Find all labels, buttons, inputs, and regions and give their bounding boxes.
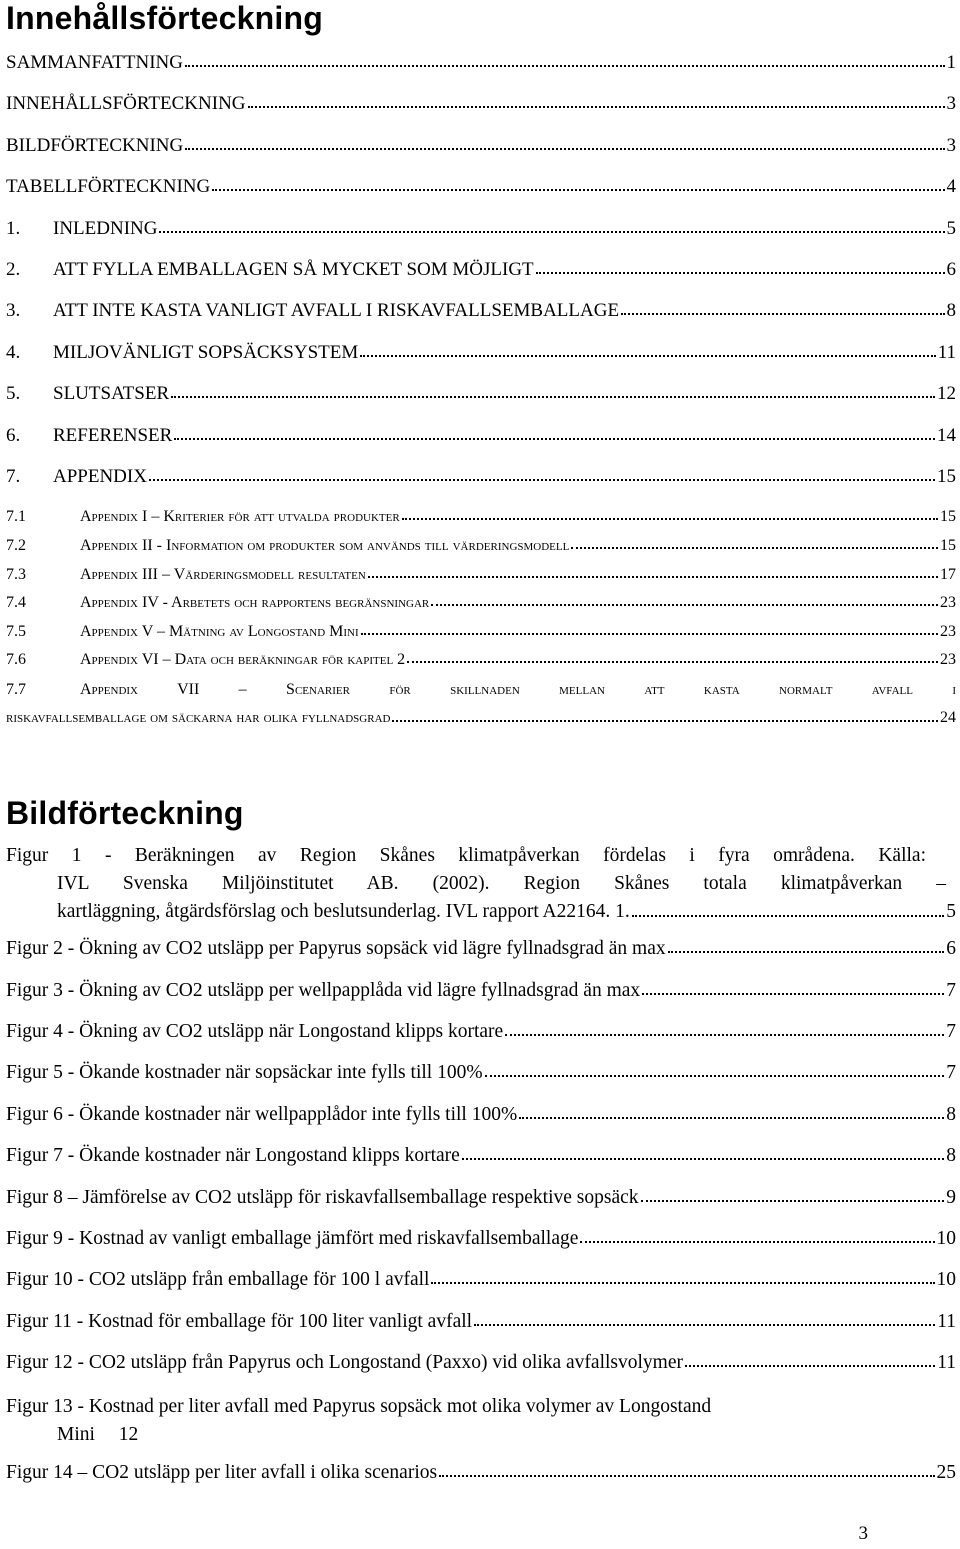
toc-subentry-page: 24 [940,709,956,726]
leader-dots [474,1312,935,1326]
toc-entry-text: INNEHÅLLSFÖRTECKNING [6,93,246,114]
toc-entry-number: 1. [6,218,21,239]
leader-dots [642,981,944,995]
toc-subentry[interactable] [6,594,956,616]
toc-subentry[interactable] [6,676,956,732]
figure-entry[interactable] [6,1228,956,1258]
figure-entry-page: 9 [946,1187,956,1208]
toc-subentry-text: Appendix V – Mätning av Longostand Mini [80,623,359,640]
toc-entry-number: 6. [6,425,21,446]
toc-subentry-number: 7.3 [6,566,26,583]
toc-entry-text: SAMMANFATTNING [6,52,183,73]
toc-entry[interactable] [6,383,956,409]
toc-entry-page: 4 [946,176,956,197]
figure-entry-page: 11 [937,1311,956,1332]
toc-entry-page: 3 [946,93,956,114]
figure-entry-text: Figur 6 - Ökande kostnader när wellpapplådor inte fylls till 100% [6,1104,518,1125]
figure-entry-page: 11 [937,1352,956,1373]
toc-entry[interactable] [6,466,956,492]
toc-entry-text: ATT INTE KASTA VANLIGT AVFALL I RISKAVFALLSEMBALLAGE [53,300,620,321]
leader-dots [407,652,938,664]
toc-subentry-text: Appendix VI – Data och beräkningar för kapitel 2 [80,651,406,668]
figure-entry[interactable] [6,1311,956,1341]
toc-subentry-text: Appendix I – Kriterier för att utvalda produkter [80,508,400,525]
figure-entry-text: Figur 9 - Kostnad av vanligt emballage jämfört med riskavfallsemballage [6,1228,579,1249]
figure-entry-text: Figur 3 - Ökning av CO2 utsläpp per wellpapplåda vid lägre fyllnadsgrad än max [6,980,641,1001]
leader-dots [685,1353,935,1367]
figure-entry[interactable] [6,1352,956,1382]
toc-entry[interactable] [6,342,956,368]
toc-title: Innehållsförteckning [6,0,323,36]
toc-entry[interactable] [6,425,956,451]
toc-subentry-number: 7.4 [6,594,26,611]
toc-subentry-text: Appendix VII – Scenarier för skillnaden mellan att kasta normalt avfall i [80,681,956,698]
figure-entry-text: Figur 11 - Kostnad för emballage för 100 liter vanligt avfall [6,1311,473,1332]
figure-entry[interactable] [6,1393,956,1449]
leader-dots [485,1063,945,1077]
toc-entry-page: 12 [937,383,956,404]
leader-dots [392,710,938,722]
toc-subentry-text-continued: riskavfallsemballage om säckarna har olika fyllnadsgrad [6,709,391,726]
toc-entry-page: 15 [937,466,956,487]
toc-subentry[interactable] [6,566,956,588]
toc-entry[interactable] [6,93,956,119]
page-number: 3 [858,1523,868,1544]
leader-dots [431,595,938,607]
figure-entry-text: Figur 13 - Kostnad per liter avfall med Papyrus sopsäck mot olika volymer av Longostand [6,1396,712,1417]
toc-subentry-page: 23 [940,651,956,668]
toc-subentry[interactable] [6,623,956,645]
figure-entry-text: Figur 8 – Jämförelse av CO2 utsläpp för riskavfallsemballage respektive sopsäck [6,1187,639,1208]
leader-dots [185,54,945,67]
leader-dots [431,1270,934,1284]
figure-entry-text: Figur 14 – CO2 utsläpp per liter avfall i olika scenarios [6,1462,438,1483]
figure-entry-text-continued: Mini [57,1424,95,1445]
toc-subentry[interactable] [6,508,956,530]
leader-dots [519,1105,944,1119]
toc-entry-page: 3 [946,135,956,156]
figure-entry[interactable] [6,1187,956,1217]
leader-dots [402,509,938,521]
leader-dots [571,538,938,550]
toc-entry-page: 11 [937,342,956,363]
leader-dots [462,1146,944,1160]
toc-entry[interactable] [6,176,956,202]
leader-dots [185,137,944,150]
figure-entry-page: 8 [946,1145,956,1166]
figure-entry[interactable] [6,980,956,1010]
toc-entry-page: 1 [946,52,956,73]
leader-dots [212,178,944,191]
toc-entry-number: 2. [6,259,21,280]
toc-subentry-number: 7.7 [6,681,26,698]
toc-entry-page: 8 [946,300,956,321]
leader-dots [632,903,944,917]
toc-entry[interactable] [6,52,956,78]
figure-entry-page: 12 [118,1424,139,1445]
leader-dots [621,302,944,315]
toc-entry-text: MILJOVÄNLIGT SOPSÄCKSYSTEM [53,342,359,363]
figure-entry[interactable] [6,1021,956,1051]
toc-entry[interactable] [6,135,956,161]
toc-subentry-text: Appendix II - Information om produkter som används till värderingsmodell [80,537,570,554]
figure-entry-text-continued: kartläggning, åtgärdsförslag och beslutsunderlag. IVL rapport A22164. 1. [57,901,630,922]
toc-entry-number: 4. [6,342,21,363]
toc-subentry[interactable] [6,537,956,559]
toc-entry-number: 5. [6,383,21,404]
toc-entry[interactable] [6,300,956,326]
toc-subentry-page: 17 [940,566,956,583]
toc-entry-page: 6 [946,259,956,280]
toc-entry-text: TABELLFÖRTECKNING [6,176,211,197]
toc-subentry-number: 7.5 [6,623,26,640]
figure-entry-page: 25 [936,1462,956,1483]
figure-entry-text: Figur 5 - Ökande kostnader när sopsäckar inte fylls till 100% [6,1062,483,1083]
leader-dots [159,220,944,233]
figure-entry[interactable] [6,1062,956,1092]
toc-subentry-page: 23 [940,623,956,640]
toc-entry-text: REFERENSER [53,425,173,446]
leader-dots [368,567,938,579]
toc-entry[interactable] [6,259,956,285]
leader-dots [641,1188,945,1202]
figure-entry-page: 5 [946,901,956,922]
toc-subentry-number: 7.1 [6,508,26,525]
leader-dots [580,1229,934,1243]
leader-dots [174,427,935,440]
toc-subentry-number: 7.2 [6,537,26,554]
figure-entry-page: 7 [946,980,956,1001]
toc-subentry-text: Appendix III – Värderingsmodell resultaten [80,566,366,583]
figure-entry-text: Figur 2 - Ökning av CO2 utsläpp per Papyrus sopsäck vid lägre fyllnadsgrad än max [6,938,666,959]
toc-entry-text: INLEDNING [53,218,158,239]
figures-title: Bildförteckning [6,795,244,831]
figure-entry[interactable] [6,1145,956,1175]
figure-entry-page: 8 [946,1104,956,1125]
leader-dots [149,468,935,481]
toc-subentry-number: 7.6 [6,651,26,668]
figure-entry-page: 10 [936,1228,956,1249]
toc-entry-page: 14 [937,425,956,446]
figure-entry-page: 7 [946,1062,956,1083]
figure-entry[interactable] [6,1462,956,1492]
figure-entry-text: Figur 4 - Ökning av CO2 utsläpp när Longostand klipps kortare [6,1021,504,1042]
leader-dots [248,95,945,108]
figure-entry-text: Figur 1 - Beräkningen av Region Skånes klimatpåverkan fördelas i fyra områdena. Källa: [6,845,926,866]
leader-dots [505,1022,944,1036]
leader-dots [439,1463,934,1477]
toc-subentry-page: 15 [940,537,956,554]
figure-entry[interactable] [6,1269,956,1299]
figure-entry[interactable] [6,1104,956,1134]
leader-dots [361,624,938,636]
toc-entry-text: APPENDIX [53,466,147,487]
toc-entry-text: SLUTSATSER [53,383,170,404]
figure-entry-text-continued: IVL Svenska Miljöinstitutet AB. (2002). Region Skånes totala klimatpåverkan – [57,873,946,894]
toc-entry[interactable] [6,218,956,244]
figure-entry[interactable] [6,938,956,968]
toc-entry-text: BILDFÖRTECKNING [6,135,184,156]
figure-entry-page: 6 [946,938,956,959]
leader-dots [536,261,945,274]
toc-subentry[interactable] [6,651,956,673]
figure-entry-text: Figur 10 - CO2 utsläpp från emballage för 100 l avfall [6,1269,430,1290]
toc-entry-number: 3. [6,300,21,321]
leader-dots [668,939,945,953]
figure-entry-page: 10 [936,1269,956,1290]
leader-dots [360,344,935,357]
toc-subentry-page: 15 [940,508,956,525]
figure-entry-text: Figur 7 - Ökande kostnader när Longostand klipps kortare [6,1145,460,1166]
leader-dots [171,385,935,398]
figure-entry-page: 7 [946,1021,956,1042]
toc-subentry-text: Appendix IV - Arbetets och rapportens begränsningar [80,594,430,611]
toc-entry-text: ATT FYLLA EMBALLAGEN SÅ MYCKET SOM MÖJLIGT [53,259,534,280]
toc-entry-number: 7. [6,466,21,487]
figure-entry[interactable] [6,842,956,926]
toc-subentry-page: 23 [940,594,956,611]
toc-entry-page: 5 [946,218,956,239]
figure-entry-text: Figur 12 - CO2 utsläpp från Papyrus och Longostand (Paxxo) vid olika avfallsvolymer [6,1352,683,1373]
